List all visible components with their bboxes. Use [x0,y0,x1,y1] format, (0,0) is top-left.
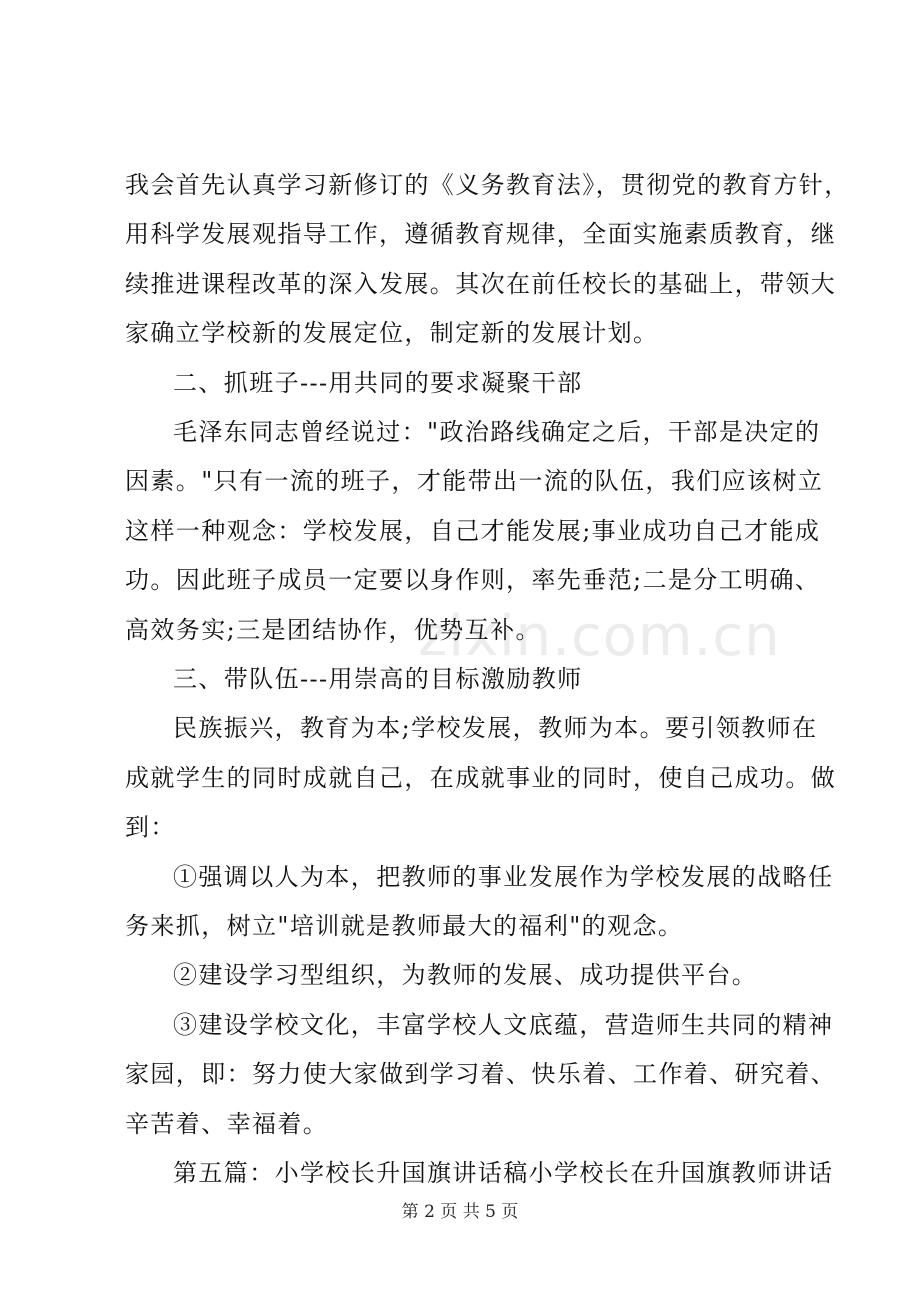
body-line: 高效务实;三是团结协作，优势互补。 [125,616,541,644]
body-line: 用科学发展观指导工作，遵循教育规律，全面实施素质教育，继 [125,220,837,248]
list-item: ③建设学校文化，丰富学校人文底蕴，营造师生共同的精神 [173,1011,834,1039]
body-line: 续推进课程改革的深入发展。其次在前任校长的基础上，带领大 [125,270,837,298]
section-heading: 二、抓班子---用共同的要求凝聚干部 [173,369,583,397]
body-line: 辛苦着、幸福着。 [125,1110,329,1138]
body-line: 这样一种观念：学校发展，自己才能发展;事业成功自己才能成 [125,517,821,545]
body-line: 毛泽东同志曾经说过："政治路线确定之后，干部是决定的 [173,418,821,446]
body-line: 到： [125,813,176,841]
body-line: 功。因此班子成员一定要以身作则，率先垂范;二是分工明确、 [125,566,821,594]
page-number-footer: 第 2 页 共 5 页 [401,1202,519,1222]
body-line: 家园，即：努力使大家做到学习着、快乐着、工作着、研究着、 [125,1060,837,1088]
watermark: zixin.com.cn [418,604,781,669]
body-line: 民族振兴，教育为本;学校发展，教师为本。要引领教师在 [173,714,818,742]
section-heading: 三、带队伍---用崇高的目标激励教师 [173,665,583,693]
body-line: 因素。"只有一流的班子，才能带出一流的队伍，我们应该树立 [125,467,824,495]
body-line: 我会首先认真学习新修订的《义务教育法》，贯彻党的教育方针， [125,171,850,199]
body-line: 成就学生的同时成就自己，在成就事业的同时，使自己成功。做 [125,764,837,792]
body-line: 家确立学校新的发展定位，制定新的发展计划。 [125,319,659,347]
list-item: ①强调以人为本，把教师的事业发展作为学校发展的战略任 [173,863,834,891]
list-item: ②建设学习型组织，为教师的发展、成功提供平台。 [173,961,758,989]
body-line: 务来抓，树立"培训就是教师最大的福利"的观念。 [125,912,684,940]
chapter-heading: 第五篇：小学校长升国旗讲话稿小学校长在升国旗教师讲话 [173,1159,834,1187]
